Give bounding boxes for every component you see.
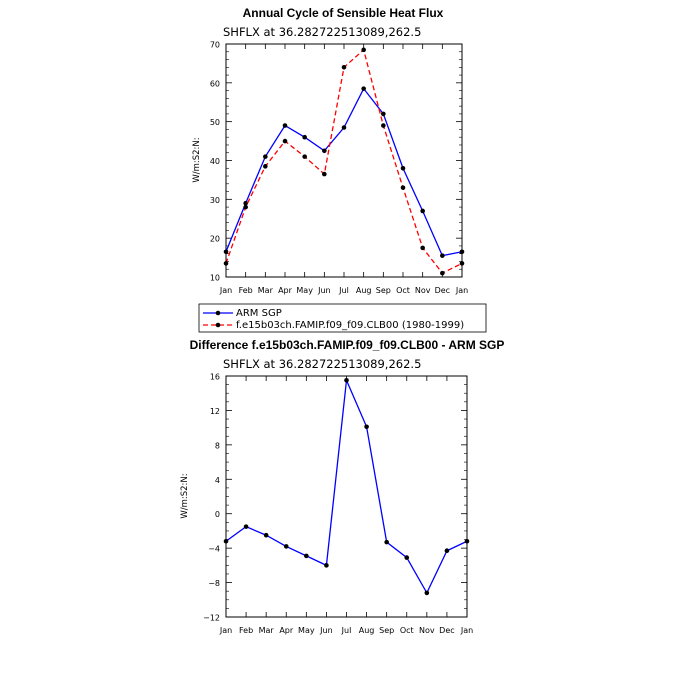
- bottom-x-tick-label-5: Jun: [320, 626, 333, 635]
- bottom-y-tick-label-0: −12: [203, 613, 220, 623]
- bottom-series-0-point-0: [224, 539, 229, 544]
- bottom-y-tick-label-1: −8: [208, 579, 220, 589]
- bottom-y-tick-label-4: 4: [214, 475, 220, 485]
- bottom-series-group: [224, 378, 470, 595]
- top-series-1-point-0: [224, 261, 229, 266]
- bottom-series-0-point-2: [264, 533, 269, 538]
- top-series-0-point-5: [322, 148, 327, 153]
- top-series-0-point-9: [401, 166, 406, 171]
- legend-label-model: f.e15b03ch.FAMIP.f09_f09.CLB00 (1980-1999): [236, 320, 465, 331]
- bottom-x-tick-label-0: Jan: [219, 626, 233, 635]
- top-x-tick-label-4: May: [296, 286, 313, 295]
- top-series-1-point-11: [440, 271, 445, 276]
- legend-marker-arm: [216, 311, 221, 316]
- bottom-series-0-point-8: [384, 540, 389, 545]
- top-x-tick-label-5: Jun: [318, 286, 331, 295]
- top-series-0-point-7: [361, 86, 366, 91]
- top-series-1-point-9: [401, 185, 406, 190]
- top-x-tick-label-12: Jan: [455, 286, 469, 295]
- bottom-y-tick-label-2: −4: [208, 544, 220, 554]
- top-x-tick-label-6: Jul: [339, 286, 349, 295]
- top-series-1-point-12: [460, 261, 465, 266]
- bottom-x-tick-label-1: Feb: [238, 626, 254, 635]
- top-x-tick-label-11: Dec: [434, 286, 451, 295]
- top-chart: [192, 6, 468, 295]
- top-y-tick-label-3: 40: [209, 157, 220, 166]
- top-series-0-point-8: [381, 112, 386, 117]
- top-series-0-point-11: [440, 253, 445, 258]
- top-x-tick-label-7: Aug: [355, 286, 372, 295]
- bottom-series-0-point-9: [404, 555, 409, 560]
- top-x-tick-label-10: Nov: [414, 286, 431, 295]
- top-plot-frame: [226, 44, 462, 277]
- bottom-x-tick-label-11: Dec: [439, 626, 455, 635]
- top-x-tick-label-8: Sep: [375, 286, 391, 295]
- top-y-tick-label-5: 60: [209, 79, 220, 89]
- bottom-y-tick-label-3: 0: [214, 510, 220, 520]
- bottom-y-tick-label-7: 16: [209, 372, 220, 382]
- top-series-line-1: [226, 50, 462, 273]
- bottom-chart-title: Difference f.e15b03ch.FAMIP.f09_f09.CLB00 - ARM SGP: [189, 338, 505, 352]
- top-y-tick-label-2: 30: [209, 195, 220, 205]
- bottom-x-tick-label-7: Aug: [358, 626, 375, 635]
- bottom-series-0-point-5: [324, 563, 329, 568]
- top-x-tick-label-2: Mar: [257, 286, 273, 295]
- top-series-0-point-12: [460, 249, 465, 254]
- bottom-plot-frame: [226, 376, 467, 617]
- legend-label-arm: ARM SGP: [236, 308, 282, 319]
- bottom-y-axis-label: W/m:S2:N:: [180, 473, 190, 519]
- top-x-tick-label-0: Jan: [219, 286, 233, 295]
- legend-marker-model: [216, 323, 221, 328]
- top-series-1-point-4: [302, 154, 307, 159]
- top-series-0-point-0: [224, 249, 229, 254]
- bottom-series-0-point-12: [465, 539, 470, 544]
- bottom-x-tick-label-8: Sep: [379, 626, 395, 635]
- bottom-x-tick-label-6: Jul: [341, 626, 352, 635]
- top-y-tick-label-6: 70: [209, 40, 220, 50]
- bottom-x-tick-label-10: Nov: [419, 626, 435, 635]
- top-series-group: [224, 48, 465, 276]
- top-series-1-point-3: [283, 139, 288, 144]
- bottom-y-tick-label-6: 12: [209, 406, 220, 416]
- top-y-tick-label-1: 20: [209, 234, 220, 244]
- top-y-tick-label-0: 10: [209, 273, 220, 283]
- top-series-1-point-1: [243, 205, 248, 210]
- top-series-line-0: [226, 89, 462, 256]
- top-x-tick-label-3: Apr: [278, 286, 292, 295]
- bottom-x-tick-label-3: Apr: [279, 626, 294, 635]
- top-x-ticks: [219, 44, 468, 295]
- top-chart-subtitle: SHFLX at 36.282722513089,262.5: [223, 25, 422, 39]
- bottom-series-0-point-11: [445, 548, 450, 553]
- bottom-series-0-point-7: [364, 424, 369, 429]
- bottom-series-0-point-10: [425, 591, 430, 596]
- bottom-series-0-point-6: [344, 378, 349, 383]
- bottom-x-tick-label-12: Jan: [460, 626, 474, 635]
- top-series-0-point-4: [302, 135, 307, 140]
- top-series-1-point-6: [342, 65, 347, 70]
- bottom-x-ticks: [219, 376, 473, 635]
- top-series-1-point-7: [361, 48, 366, 53]
- bottom-series-0-point-4: [304, 554, 309, 559]
- top-series-0-point-3: [283, 123, 288, 128]
- top-y-axis-label: W/m:S2:N:: [192, 137, 202, 183]
- top-chart-title: Annual Cycle of Sensible Heat Flux: [242, 6, 444, 20]
- bottom-series-0-point-1: [244, 524, 249, 529]
- bottom-y-ticks: [203, 373, 467, 623]
- top-series-1-point-2: [263, 164, 268, 169]
- top-series-0-point-2: [263, 154, 268, 159]
- bottom-series-line-0: [226, 380, 467, 593]
- top-series-1-point-8: [381, 123, 386, 128]
- bottom-series-0-point-3: [284, 544, 289, 549]
- bottom-y-tick-label-5: 8: [214, 441, 220, 451]
- bottom-x-tick-label-2: Mar: [258, 626, 274, 635]
- bottom-x-tick-label-4: May: [298, 626, 315, 635]
- bottom-x-tick-label-9: Oct: [399, 626, 414, 635]
- top-y-tick-label-4: 50: [209, 118, 220, 128]
- bottom-chart-subtitle: SHFLX at 36.282722513089,262.5: [223, 357, 422, 371]
- top-x-tick-label-9: Oct: [396, 286, 410, 295]
- top-series-1-point-10: [420, 246, 425, 251]
- top-series-1-point-5: [322, 172, 327, 177]
- bottom-chart: [180, 338, 504, 635]
- legend: [199, 304, 486, 332]
- top-series-0-point-6: [342, 125, 347, 130]
- top-series-0-point-10: [420, 209, 425, 214]
- top-x-tick-label-1: Feb: [238, 286, 253, 295]
